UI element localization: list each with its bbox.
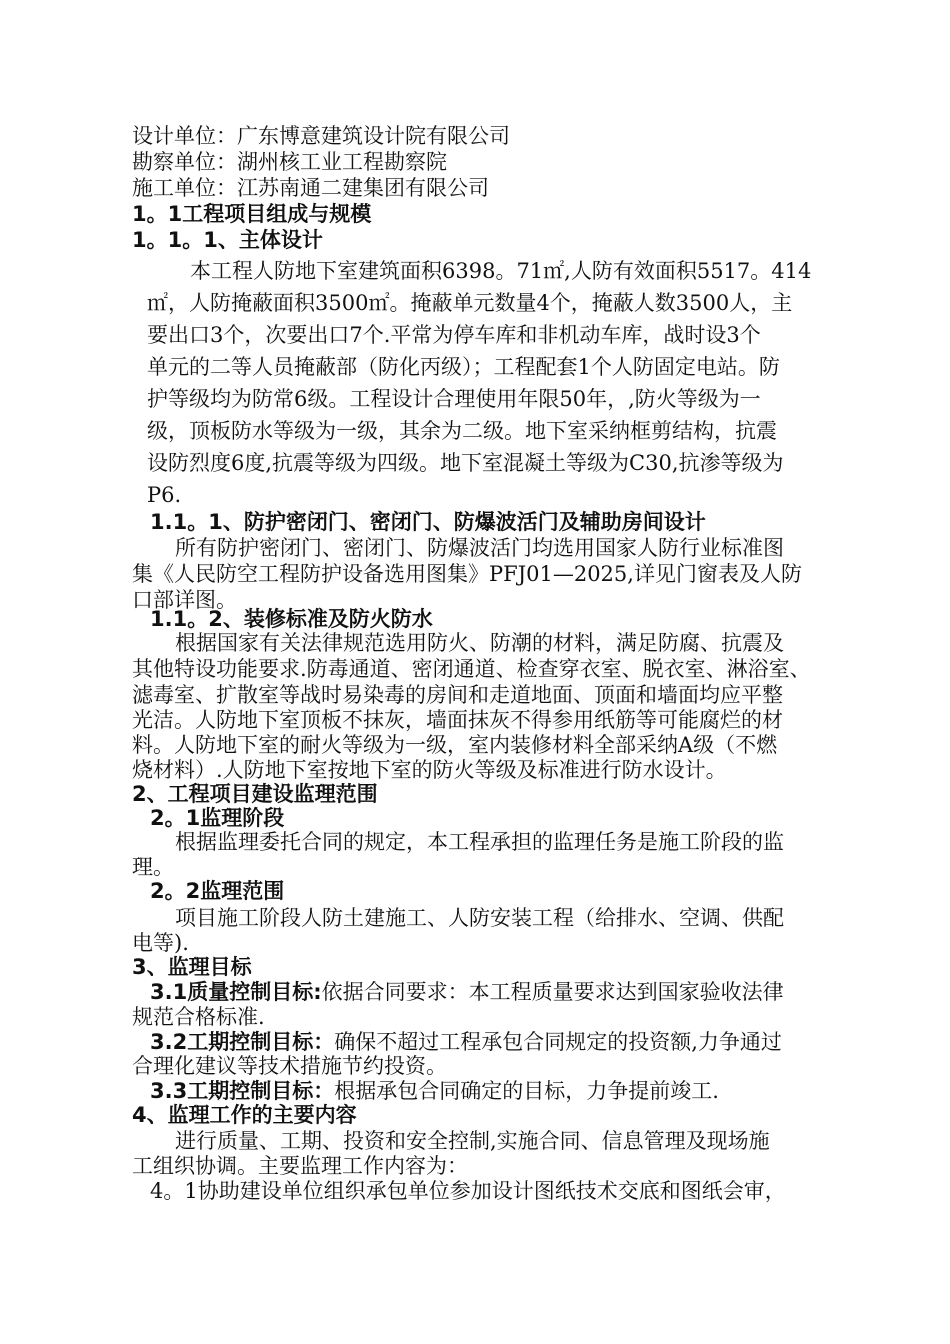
design-unit-line: 设计单位：广东博意建筑设计院有限公司 [132, 124, 510, 148]
work-content-paragraph-line: 工组织协调。主要监理工作内容为： [132, 1154, 468, 1178]
work-item-4-1: 4。1协助建设单位组织承包单位参加设计图纸技术交底和图纸会审， [150, 1179, 786, 1203]
goal-investment-text: 确保不超过工程承包合同规定的投资额,力争通过 [334, 1030, 782, 1054]
scope-stage-paragraph-line: 理。 [132, 855, 174, 879]
main-design-paragraph-line: 本工程人防地下室建筑面积6398。71㎡,人防有效面积5517。414 [190, 259, 812, 283]
section-heading-2: 2、工程项目建设监理范围 [132, 782, 378, 806]
section-heading-2-2: 2。2监理范围 [150, 879, 285, 903]
goal-quality-label: 3.1质量控制目标: [150, 980, 322, 1004]
goal-investment-label: 3.2工期控制目标： [150, 1030, 335, 1054]
section-heading-2-1: 2。1监理阶段 [150, 806, 285, 830]
doors-paragraph-line: 集《人民防空工程防护设备选用图集》PFJ01—2025,详见门窗表及人防 [132, 562, 802, 586]
goal-quality-continuation: 规范合格标准. [132, 1005, 265, 1029]
finish-paragraph-line: 其他特设功能要求.防毒通道、密闭通道、检查穿衣室、脱衣室、淋浴室、 [132, 657, 811, 681]
section-heading-4: 4、监理工作的主要内容 [132, 1103, 357, 1127]
finish-paragraph-line: 根据国家有关法律规范选用防火、防潮的材料，满足防腐、抗震及 [175, 631, 784, 655]
finish-paragraph-line: 烧材料）.人防地下室按地下室的防火等级及标准进行防水设计。 [132, 758, 727, 782]
section-heading-1-1-1: 1。1。1、主体设计 [132, 228, 323, 252]
subsection-heading-doors: 1.1。1、防护密闭门、密闭门、防爆波活门及辅助房间设计 [150, 510, 706, 534]
goal-investment-continuation: 合理化建议等技术措施节约投资。 [132, 1054, 447, 1078]
scope-stage-paragraph-line: 根据监理委托合同的规定，本工程承担的监理任务是施工阶段的监 [175, 830, 784, 854]
survey-unit-line: 勘察单位：湖州核工业工程勘察院 [132, 150, 447, 174]
goal-schedule-text: 根据承包合同确定的目标，力争提前竣工. [334, 1079, 719, 1103]
finish-paragraph-line: 滤毒室、扩散室等战时易染毒的房间和走道地面、顶面和墙面均应平整 [132, 683, 783, 707]
main-design-paragraph-line: 单元的二等人员掩蔽部（防化丙级）；工程配套1个人防固定电站。防 [147, 355, 780, 379]
section-heading-1-1: 1。1工程项目组成与规模 [132, 202, 372, 226]
scope-range-paragraph-line: 电等). [132, 931, 189, 955]
main-design-paragraph-line: 护等级均为防常6级。工程设计合理使用年限50年，,防火等级为一 [147, 387, 761, 411]
finish-paragraph-line: 料。人防地下室的耐火等级为一级，室内装修材料全部采纳A级（不燃 [132, 733, 778, 757]
goal-schedule-label: 3.3工期控制目标： [150, 1079, 335, 1103]
doors-paragraph-line: 口部详图。 [132, 588, 237, 612]
goal-quality-text: 依据合同要求：本工程质量要求达到国家验收法律 [321, 980, 784, 1004]
main-design-paragraph-line: 设防烈度6度,抗震等级为四级。地下室混凝土等级为C30,抗渗等级为 [147, 451, 784, 475]
goal-investment-line [150, 1029, 782, 1055]
section-heading-3: 3、监理目标 [132, 955, 252, 979]
subsection-heading-finish: 1.1。2、装修标准及防火防水 [150, 607, 433, 631]
main-design-paragraph-line: P6. [147, 483, 182, 507]
main-design-paragraph-line: 要出口3个，次要出口7个.平常为停车库和非机动车库，战时设3个 [147, 323, 761, 347]
work-content-paragraph-line: 进行质量、工期、投资和安全控制,实施合同、信息管理及现场施 [175, 1129, 770, 1153]
construction-unit-line: 施工单位：江苏南通二建集团有限公司 [132, 176, 489, 200]
doors-paragraph-line: 所有防护密闭门、密闭门、防爆波活门均选用国家人防行业标准图 [175, 536, 784, 560]
goal-quality-line [150, 979, 784, 1005]
goal-schedule-line [150, 1078, 719, 1104]
finish-paragraph-line: 光洁。人防地下室顶板不抹灰，墙面抹灰不得参用纸筋等可能腐烂的材 [132, 708, 783, 732]
main-design-paragraph-line: 级，顶板防水等级为一级，其余为二级。地下室采纳框剪结构，抗震 [147, 419, 777, 443]
scope-range-paragraph-line: 项目施工阶段人防土建施工、人防安装工程（给排水、空调、供配 [175, 906, 784, 930]
main-design-paragraph-line: ㎡，人防掩蔽面积3500㎡。掩蔽单元数量4个，掩蔽人数3500人，主 [147, 291, 793, 315]
